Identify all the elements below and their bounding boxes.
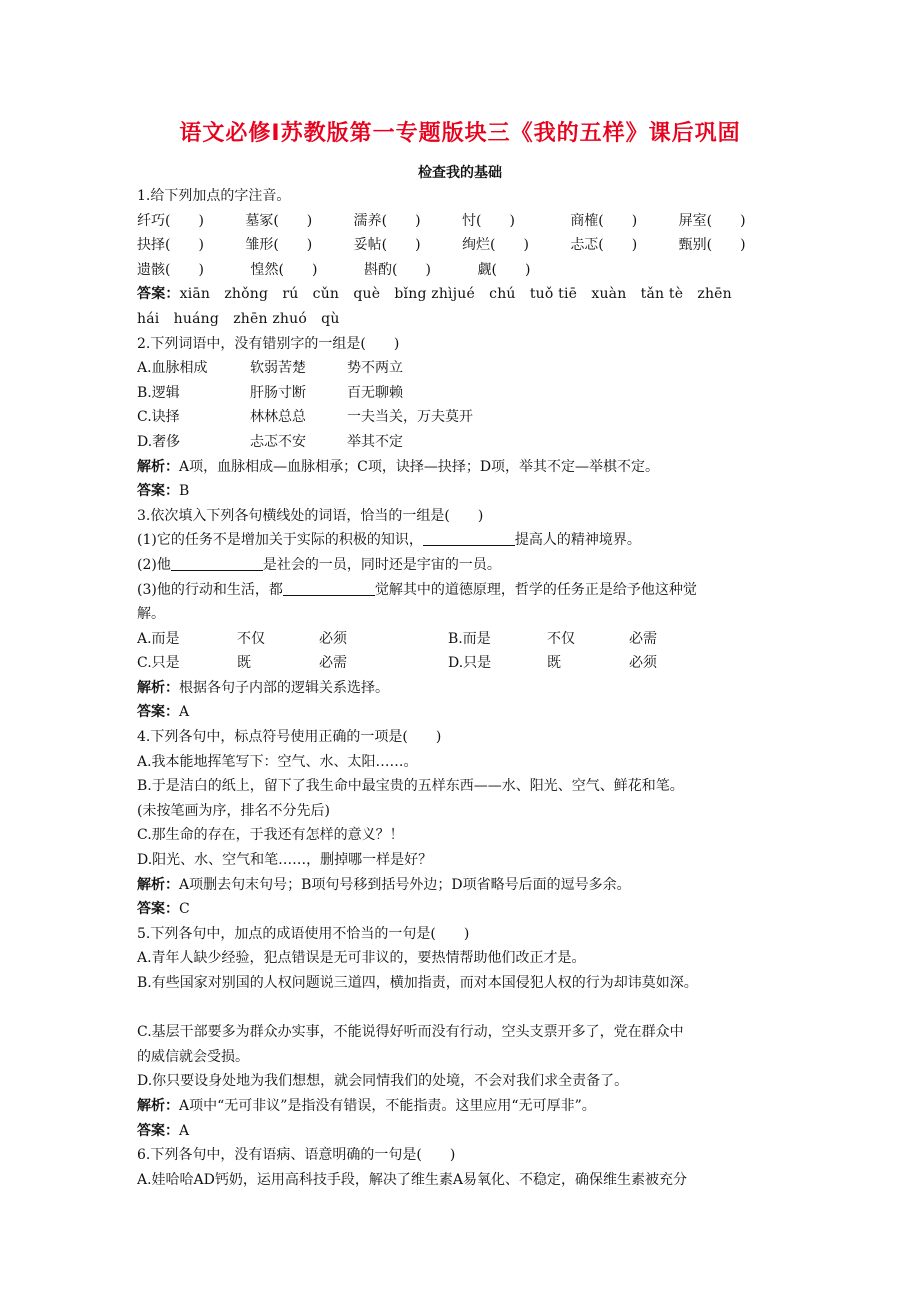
option-word: A.血脉相成 [137, 360, 208, 377]
question-3-answer [137, 700, 787, 725]
option-a: A.青年人缺少经验，犯点错误是无可非议的，要热情帮助他们改正才是。 [137, 950, 586, 967]
question-2-stem: 2.下列词语中，没有错别字的一组是( ) [137, 335, 400, 352]
question-1-stem: 1.给下列加点的字注音。 [137, 188, 291, 204]
question-1-row-1 [137, 209, 787, 234]
question-3-stem: 3.依次填入下列各句横线处的词语，恰当的一组是( ) [137, 507, 484, 524]
option-word: 既 [547, 655, 561, 672]
option-word: 一夫当关，万夫莫开 [347, 409, 473, 426]
question-3-options-ab [137, 627, 787, 652]
word-item: 斟酌( ) [364, 261, 431, 278]
answer-text: A [179, 704, 190, 721]
answer-label: 答案： [137, 704, 179, 721]
option-word: C.诀择 [137, 409, 180, 426]
option-word: 不仅 [237, 630, 265, 647]
question-3-analysis [137, 676, 787, 701]
fill-blank [171, 556, 263, 571]
fill-blank [283, 581, 375, 596]
option-word: 必需 [629, 630, 657, 647]
question-3-sentence-3-cont: 解。 [137, 606, 165, 623]
question-5-answer [137, 1119, 787, 1144]
word-item: 妥帖( ) [353, 237, 421, 254]
option-word: 既 [237, 655, 251, 672]
option-word: D.奢侈 [137, 433, 181, 450]
analysis-label: 解析： [137, 1097, 179, 1114]
option-word: 肝肠寸断 [250, 384, 306, 401]
document-body [137, 184, 787, 1192]
question-1-answer [137, 282, 787, 307]
document-title: 语文必修Ⅰ苏教版第一专题版块三《我的五样》课后巩固 [179, 121, 741, 146]
option-b [137, 381, 787, 406]
option-word: 不仅 [547, 630, 575, 647]
question-4-analysis [137, 873, 787, 898]
fill-blank [423, 531, 515, 546]
word-item: 忐忑( ) [570, 237, 638, 254]
sentence-text: 觉解其中的道德原理，哲学的任务正是给予他这种觉 [374, 581, 697, 598]
analysis-label: 解析： [137, 876, 179, 893]
answer-label: 答案： [137, 483, 179, 500]
option-word: C.只是 [137, 655, 180, 672]
word-item: 忖( ) [461, 212, 515, 229]
question-3-sentence-3 [137, 578, 787, 603]
question-1-row-2 [137, 233, 787, 258]
option-word: 举其不定 [347, 433, 403, 450]
word-item: 抉择( ) [137, 237, 204, 254]
question-2-analysis [137, 455, 787, 480]
option-word: 百无聊赖 [347, 384, 403, 401]
option-b: B.于是洁白的纸上，留下了我生命中最宝贵的五样东西——水、阳光、空气、鲜花和笔。 [137, 778, 684, 795]
option-word: D.只是 [448, 655, 492, 672]
analysis-text: A项删去句末句号；B项句号移到括号外边；D项省略号后面的逗号多余。 [179, 876, 631, 893]
option-c: C.那生命的存在，于我还有怎样的意义？！ [137, 827, 404, 844]
option-d: D.你只要设身处地为我们想想，就会同情我们的处境，不会对我们求全责备了。 [137, 1073, 629, 1090]
word-item: 濡养( ) [353, 212, 421, 229]
word-item: 甄别( ) [678, 237, 746, 254]
analysis-label: 解析： [137, 679, 179, 696]
word-item: 纤巧( ) [137, 212, 204, 229]
question-6-stem: 6.下列各句中，没有语病、语意明确的一句是( ) [137, 1147, 456, 1164]
option-word: 必需 [319, 655, 347, 672]
spacer [137, 996, 787, 1021]
option-a: A.娃哈哈AD钙奶，运用高科技手段，解决了维生素A易氧化、不稳定，确保维生素被充分 [137, 1171, 688, 1188]
sentence-text: (3)他的行动和生活，都 [137, 581, 283, 598]
option-a: A.我本能地挥笔写下：空气、水、太阳……。 [137, 753, 418, 770]
question-3-sentence-2 [137, 553, 787, 578]
analysis-text: A项，血脉相成—血脉相承；C项，诀择—抉择；D项，举其不定—举棋不定。 [179, 458, 660, 475]
question-4-stem: 4.下列各句中，标点符号使用正确的一项是( ) [137, 729, 442, 746]
question-1-row-3 [137, 258, 787, 283]
option-word: 忐忑不安 [250, 433, 306, 450]
option-c: C.基层干部要多为群众办实事，不能说得好听而没有行动，空头支票开多了，党在群众中 [137, 1024, 684, 1041]
word-item: 绚烂( ) [461, 237, 529, 254]
word-item: 觑( ) [477, 261, 531, 278]
word-item: 屏室( ) [678, 212, 746, 229]
answer-label: 答案： [137, 286, 180, 303]
question-3-options-cd [137, 651, 787, 676]
word-item: 遗骸( ) [137, 261, 204, 278]
option-word: A.而是 [137, 630, 180, 647]
question-1-answer-cont: hái huáng zhēn zhuó qù [137, 310, 340, 327]
option-a [137, 356, 787, 381]
answer-text: B [179, 483, 190, 500]
option-word: 林林总总 [250, 409, 306, 426]
answer-text: A [179, 1122, 190, 1139]
sentence-text: 是社会的一员，同时还是宇宙的一员。 [262, 556, 501, 573]
question-4-answer [137, 897, 787, 922]
analysis-label: 解析： [137, 458, 179, 475]
option-c-cont: 的威信就会受损。 [137, 1048, 249, 1065]
analysis-text: A项中“无可非议”是指没有错误，不能指责。这里应用“无可厚非”。 [179, 1097, 596, 1114]
sentence-text: 提高人的精神境界。 [514, 532, 641, 549]
sentence-text: (1)它的任务不是增加关于实际的积极的知识， [137, 532, 423, 549]
answer-label: 答案： [137, 901, 179, 918]
answer-label: 答案： [137, 1122, 179, 1139]
question-3-sentence-1 [137, 528, 787, 553]
option-b-cont: (未按笔画为序，排名不分先后) [137, 802, 330, 819]
option-word: B.而是 [448, 630, 491, 647]
question-2-answer [137, 479, 787, 504]
sentence-text: (2)他 [137, 556, 171, 573]
option-word: 必须 [629, 655, 657, 672]
answer-text: C [179, 901, 190, 918]
word-item: 雏形( ) [245, 237, 313, 254]
option-d [137, 430, 787, 455]
question-5-analysis [137, 1094, 787, 1119]
answer-text: xiān zhǒng rú cǔn què bǐng zhìjué chú tuǒ tiē xuàn tǎn tè zhēn [179, 286, 732, 303]
option-word: B.逻辑 [137, 384, 180, 401]
word-item: 惶然( ) [250, 261, 318, 278]
option-word: 势不两立 [347, 360, 403, 377]
word-item: 商榷( ) [570, 212, 638, 229]
option-c [137, 405, 787, 430]
option-word: 必须 [319, 630, 347, 647]
analysis-text: 根据各句子内部的逻辑关系选择。 [179, 679, 389, 696]
option-d: D.阳光、水、空气和笔……，删掉哪一样是好？ [137, 852, 433, 869]
section-heading: 检查我的基础 [418, 165, 502, 181]
word-item: 墓冢( ) [245, 212, 313, 229]
question-5-stem: 5.下列各句中，加点的成语使用不恰当的一句是( ) [137, 925, 470, 942]
option-b: B.有些国家对别国的人权问题说三道四，横加指责，而对本国侵犯人权的行为却讳莫如深。 [137, 975, 698, 991]
option-word: 软弱苦楚 [250, 360, 306, 377]
